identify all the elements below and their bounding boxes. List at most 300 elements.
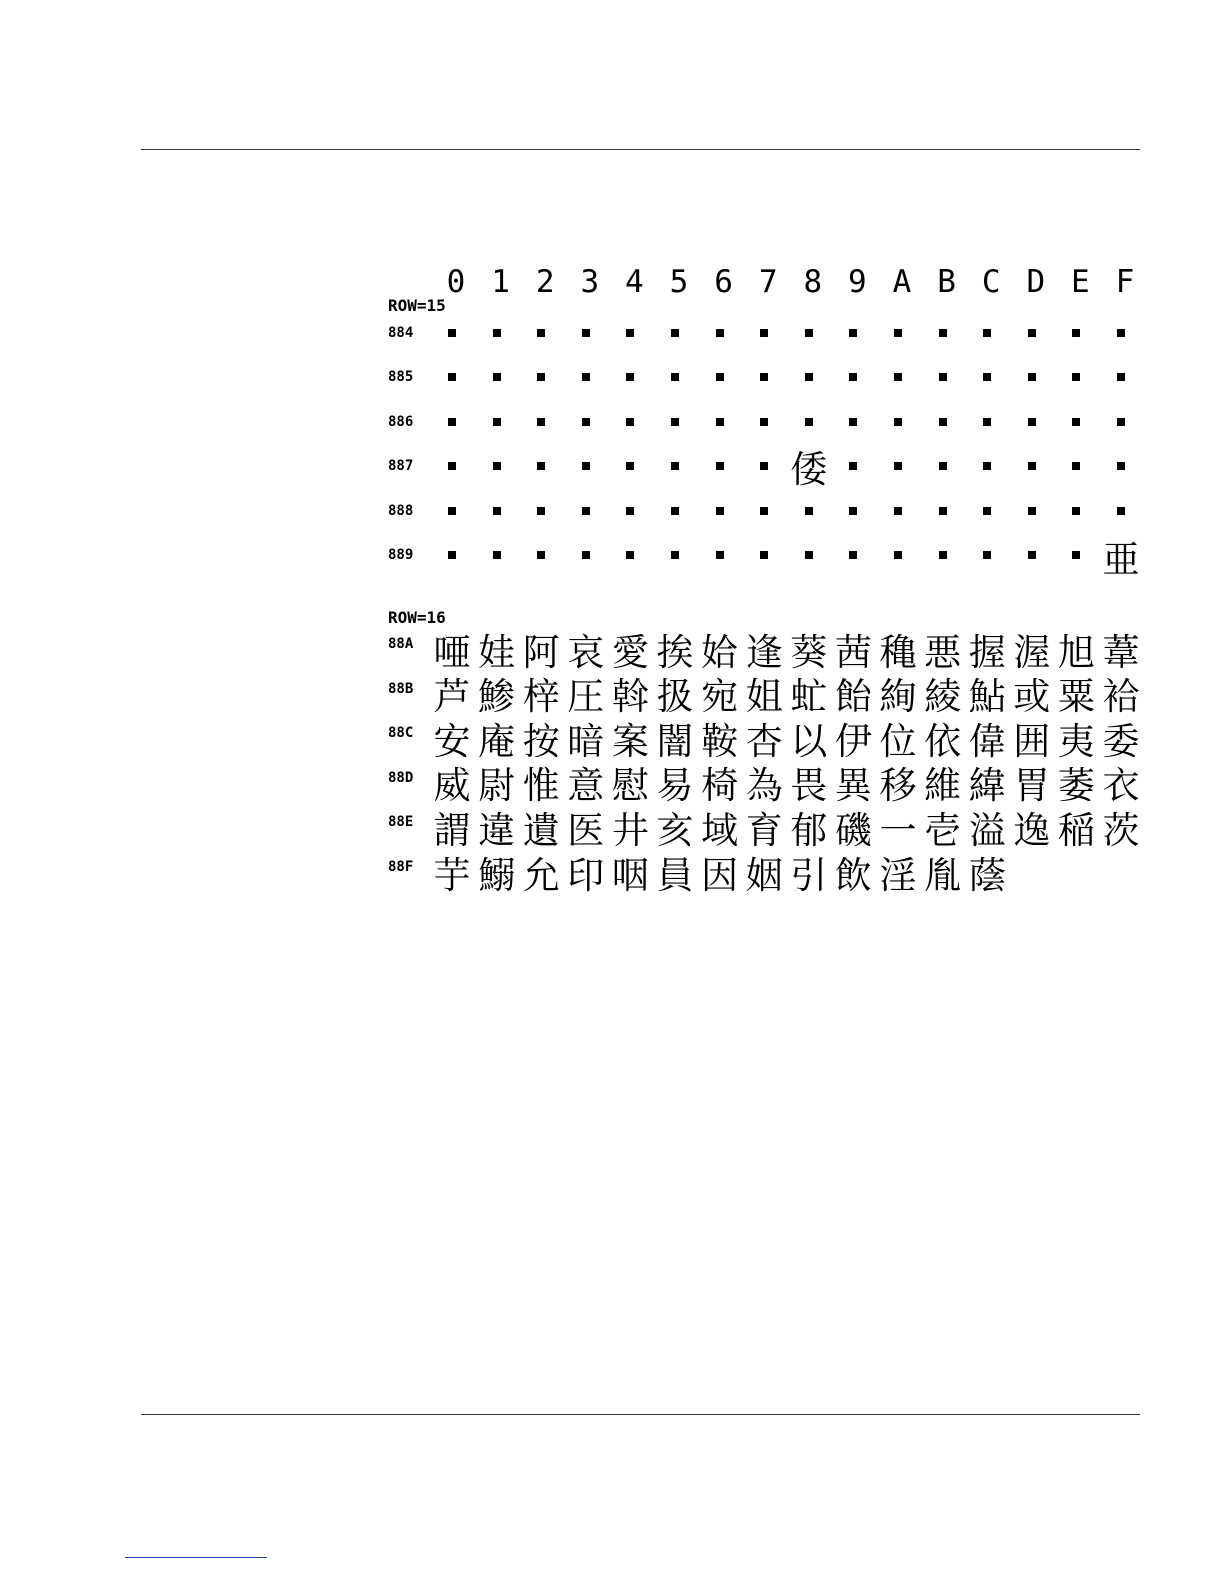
kanji-cell: 渥 xyxy=(1013,630,1051,674)
kanji-cell: 維 xyxy=(924,764,962,808)
kanji-cell: 衣 xyxy=(1102,764,1140,808)
kanji-cell: 悪 xyxy=(924,630,962,674)
unassigned-cell-marker xyxy=(430,445,474,487)
unassigned-cell-marker xyxy=(876,356,920,398)
unassigned-cell-marker xyxy=(653,312,697,354)
unassigned-cell-marker xyxy=(921,534,965,576)
unassigned-cell-marker xyxy=(653,534,697,576)
unassigned-cell-marker xyxy=(698,534,742,576)
kanji-cell: 阿 xyxy=(522,630,560,674)
square-bullet-icon xyxy=(939,418,947,426)
kanji-cell: 扱 xyxy=(656,675,694,719)
square-bullet-icon xyxy=(716,462,724,470)
square-bullet-icon xyxy=(1072,507,1080,515)
square-bullet-icon xyxy=(1117,462,1125,470)
unassigned-cell-marker xyxy=(1054,445,1098,487)
unassigned-cell-marker xyxy=(742,445,786,487)
kanji-cell: 鰯 xyxy=(478,853,516,897)
kanji-cell: 逢 xyxy=(745,630,783,674)
kanji-cell: 委 xyxy=(1102,719,1140,763)
kanji-cell: 以 xyxy=(790,719,828,763)
unassigned-cell-marker xyxy=(1054,356,1098,398)
kanji-cell: 緯 xyxy=(968,764,1006,808)
row-code-886: 886 xyxy=(388,413,414,430)
kanji-cell: 威 xyxy=(433,764,471,808)
unassigned-cell-marker xyxy=(564,445,608,487)
unassigned-cell-marker xyxy=(475,312,519,354)
square-bullet-icon xyxy=(805,418,813,426)
kanji-cell: 袷 xyxy=(1102,675,1140,719)
unassigned-cell-marker xyxy=(1099,490,1143,532)
kanji-cell: 遺 xyxy=(522,808,560,852)
square-bullet-icon xyxy=(716,418,724,426)
kanji-cell: 意 xyxy=(567,764,605,808)
kanji-cell: 員 xyxy=(656,853,694,897)
kanji-cell: 唖 xyxy=(433,630,471,674)
unassigned-cell-marker xyxy=(653,356,697,398)
column-header-c: C xyxy=(981,264,1001,300)
square-bullet-icon xyxy=(849,462,857,470)
kanji-cell: 闇 xyxy=(656,719,694,763)
square-bullet-icon xyxy=(1028,551,1036,559)
kanji-cell: 鮎 xyxy=(968,675,1006,719)
kanji-cell: 因 xyxy=(701,853,739,897)
square-bullet-icon xyxy=(671,418,679,426)
kanji-cell: 蔭 xyxy=(968,853,1006,897)
square-bullet-icon xyxy=(1117,418,1125,426)
unassigned-cell-marker xyxy=(787,534,831,576)
unassigned-cell-marker xyxy=(698,445,742,487)
unassigned-cell-marker xyxy=(831,445,875,487)
unassigned-cell-marker xyxy=(742,312,786,354)
unassigned-cell-marker xyxy=(831,534,875,576)
square-bullet-icon xyxy=(1028,507,1036,515)
unassigned-cell-marker xyxy=(519,356,563,398)
unassigned-cell-marker xyxy=(1010,445,1054,487)
kanji-cell: 飲 xyxy=(834,853,872,897)
kanji-cell: 稲 xyxy=(1057,808,1095,852)
square-bullet-icon xyxy=(760,507,768,515)
square-bullet-icon xyxy=(537,329,545,337)
unassigned-cell-marker xyxy=(965,534,1009,576)
unassigned-cell-marker xyxy=(608,534,652,576)
square-bullet-icon xyxy=(537,551,545,559)
unassigned-cell-marker xyxy=(1054,490,1098,532)
square-bullet-icon xyxy=(983,329,991,337)
kanji-cell: 粟 xyxy=(1057,675,1095,719)
unassigned-cell-marker xyxy=(698,312,742,354)
kanji-cell: 胤 xyxy=(924,853,962,897)
row16-section-label: ROW=16 xyxy=(388,608,446,627)
column-header-5: 5 xyxy=(669,264,689,300)
row-code-88D: 88D xyxy=(388,769,414,786)
unassigned-cell-marker xyxy=(430,401,474,443)
column-header-3: 3 xyxy=(580,264,600,300)
unassigned-cell-marker xyxy=(921,445,965,487)
unassigned-cell-marker xyxy=(965,356,1009,398)
square-bullet-icon xyxy=(1028,462,1036,470)
column-header-b: B xyxy=(937,264,956,300)
column-header-f: F xyxy=(1115,264,1135,300)
kanji-cell: 握 xyxy=(968,630,1006,674)
kanji-cell: 域 xyxy=(701,808,739,852)
unassigned-cell-marker xyxy=(1054,534,1098,576)
unassigned-cell-marker xyxy=(564,356,608,398)
column-header-2: 2 xyxy=(535,264,555,300)
unassigned-cell-marker xyxy=(519,401,563,443)
square-bullet-icon xyxy=(537,507,545,515)
square-bullet-icon xyxy=(493,373,501,381)
kanji-cell: 磯 xyxy=(834,808,872,852)
unassigned-cell-marker xyxy=(921,490,965,532)
unassigned-cell-marker xyxy=(831,401,875,443)
square-bullet-icon xyxy=(1072,551,1080,559)
unassigned-cell-marker xyxy=(519,490,563,532)
kanji-cell: 亥 xyxy=(656,808,694,852)
kanji-cell: 葦 xyxy=(1102,630,1140,674)
unassigned-cell-marker xyxy=(876,534,920,576)
column-header-d: D xyxy=(1026,264,1046,300)
kanji-cell: 依 xyxy=(924,719,962,763)
kanji-cell: 萎 xyxy=(1057,764,1095,808)
square-bullet-icon xyxy=(983,373,991,381)
square-bullet-icon xyxy=(939,373,947,381)
footer-rule xyxy=(141,1414,1140,1415)
row-code-889: 889 xyxy=(388,547,414,563)
unassigned-cell-marker xyxy=(430,312,474,354)
square-bullet-icon xyxy=(448,329,456,337)
unassigned-cell-marker xyxy=(1010,312,1054,354)
square-bullet-icon xyxy=(849,507,857,515)
code-cell: 倭 xyxy=(790,447,828,491)
kanji-cell: 按 xyxy=(522,719,560,763)
unassigned-cell-marker xyxy=(519,312,563,354)
unassigned-cell-marker xyxy=(921,356,965,398)
kanji-cell: 姻 xyxy=(745,853,783,897)
square-bullet-icon xyxy=(849,551,857,559)
kanji-cell: 鞍 xyxy=(701,719,739,763)
square-bullet-icon xyxy=(894,551,902,559)
unassigned-cell-marker xyxy=(653,490,697,532)
row-code-88B: 88B xyxy=(388,680,414,697)
unassigned-cell-marker xyxy=(965,490,1009,532)
square-bullet-icon xyxy=(805,329,813,337)
unassigned-cell-marker xyxy=(519,534,563,576)
kanji-cell: 胃 xyxy=(1013,764,1051,808)
kanji-cell: 鯵 xyxy=(478,675,516,719)
square-bullet-icon xyxy=(537,418,545,426)
unassigned-cell-marker xyxy=(742,401,786,443)
unassigned-cell-marker xyxy=(831,312,875,354)
unassigned-cell-marker xyxy=(742,534,786,576)
unassigned-cell-marker xyxy=(519,445,563,487)
kanji-cell: 芋 xyxy=(433,853,471,897)
kanji-cell: 杏 xyxy=(745,719,783,763)
square-bullet-icon xyxy=(894,418,902,426)
square-bullet-icon xyxy=(760,418,768,426)
unassigned-cell-marker xyxy=(475,490,519,532)
square-bullet-icon xyxy=(671,551,679,559)
square-bullet-icon xyxy=(493,507,501,515)
square-bullet-icon xyxy=(448,373,456,381)
unassigned-cell-marker xyxy=(742,490,786,532)
square-bullet-icon xyxy=(805,507,813,515)
square-bullet-icon xyxy=(671,373,679,381)
kanji-cell: 畏 xyxy=(790,764,828,808)
kanji-cell: 葵 xyxy=(790,630,828,674)
unassigned-cell-marker xyxy=(1099,356,1143,398)
unassigned-cell-marker xyxy=(742,356,786,398)
kanji-cell: 郁 xyxy=(790,808,828,852)
square-bullet-icon xyxy=(671,329,679,337)
kanji-cell: 為 xyxy=(745,764,783,808)
unassigned-cell-marker xyxy=(1099,445,1143,487)
kanji-cell: 茨 xyxy=(1102,808,1140,852)
square-bullet-icon xyxy=(805,551,813,559)
square-bullet-icon xyxy=(716,551,724,559)
square-bullet-icon xyxy=(939,551,947,559)
kanji-cell: 或 xyxy=(1013,675,1051,719)
kanji-cell: 囲 xyxy=(1013,719,1051,763)
square-bullet-icon xyxy=(493,462,501,470)
kanji-cell: 哀 xyxy=(567,630,605,674)
column-header-6: 6 xyxy=(714,264,733,300)
unassigned-cell-marker xyxy=(698,356,742,398)
row-code-88A: 88A xyxy=(388,636,414,652)
unassigned-cell-marker xyxy=(1010,401,1054,443)
kanji-cell: 尉 xyxy=(478,764,516,808)
kanji-cell: 旭 xyxy=(1057,630,1095,674)
unassigned-cell-marker xyxy=(1099,312,1143,354)
square-bullet-icon xyxy=(582,551,590,559)
unassigned-cell-marker xyxy=(475,445,519,487)
unassigned-cell-marker xyxy=(831,356,875,398)
unassigned-cell-marker xyxy=(965,445,1009,487)
kanji-cell: 一 xyxy=(879,808,917,852)
unassigned-cell-marker xyxy=(876,445,920,487)
unassigned-cell-marker xyxy=(1010,534,1054,576)
kanji-cell: 伊 xyxy=(834,719,872,763)
unassigned-cell-marker xyxy=(1099,401,1143,443)
column-header-4: 4 xyxy=(625,264,644,300)
square-bullet-icon xyxy=(805,373,813,381)
kanji-cell: 井 xyxy=(611,808,649,852)
kanji-cell: 惟 xyxy=(522,764,560,808)
kanji-cell: 印 xyxy=(567,853,605,897)
kanji-cell: 娃 xyxy=(478,630,516,674)
unassigned-cell-marker xyxy=(475,534,519,576)
header-rule xyxy=(141,149,1140,150)
kanji-cell: 異 xyxy=(834,764,872,808)
unassigned-cell-marker xyxy=(430,356,474,398)
row-code-884: 884 xyxy=(388,325,414,341)
square-bullet-icon xyxy=(626,418,634,426)
kanji-cell: 圧 xyxy=(567,675,605,719)
unassigned-cell-marker xyxy=(698,490,742,532)
kanji-cell: 夷 xyxy=(1057,719,1095,763)
square-bullet-icon xyxy=(983,462,991,470)
unassigned-cell-marker xyxy=(608,401,652,443)
kanji-cell: 違 xyxy=(478,808,516,852)
footer-link-underline xyxy=(125,1557,267,1558)
column-header-e: E xyxy=(1071,264,1090,300)
unassigned-cell-marker xyxy=(787,356,831,398)
kanji-cell: 穐 xyxy=(879,630,917,674)
unassigned-cell-marker xyxy=(787,490,831,532)
square-bullet-icon xyxy=(626,462,634,470)
unassigned-cell-marker xyxy=(608,445,652,487)
square-bullet-icon xyxy=(894,329,902,337)
square-bullet-icon xyxy=(760,462,768,470)
kanji-cell: 壱 xyxy=(924,808,962,852)
unassigned-cell-marker xyxy=(698,401,742,443)
unassigned-cell-marker xyxy=(475,401,519,443)
unassigned-cell-marker xyxy=(831,490,875,532)
square-bullet-icon xyxy=(537,462,545,470)
unassigned-cell-marker xyxy=(965,312,1009,354)
square-bullet-icon xyxy=(626,551,634,559)
kanji-cell: 医 xyxy=(567,808,605,852)
square-bullet-icon xyxy=(983,507,991,515)
square-bullet-icon xyxy=(760,373,768,381)
column-header-8: 8 xyxy=(803,264,823,300)
code-cell: 亜 xyxy=(1102,537,1140,581)
unassigned-cell-marker xyxy=(1054,312,1098,354)
kanji-cell: 咽 xyxy=(611,853,649,897)
kanji-cell: 綾 xyxy=(924,675,962,719)
square-bullet-icon xyxy=(849,373,857,381)
row-code-885: 885 xyxy=(388,369,414,386)
square-bullet-icon xyxy=(1072,373,1080,381)
kanji-cell: 逸 xyxy=(1013,808,1051,852)
kanji-cell: 茜 xyxy=(834,630,872,674)
kanji-cell: 姐 xyxy=(745,675,783,719)
square-bullet-icon xyxy=(448,462,456,470)
kanji-cell: 允 xyxy=(522,853,560,897)
unassigned-cell-marker xyxy=(921,312,965,354)
square-bullet-icon xyxy=(939,462,947,470)
square-bullet-icon xyxy=(1117,373,1125,381)
square-bullet-icon xyxy=(1028,329,1036,337)
unassigned-cell-marker xyxy=(653,401,697,443)
square-bullet-icon xyxy=(716,329,724,337)
square-bullet-icon xyxy=(582,373,590,381)
row-code-88F: 88F xyxy=(388,859,414,875)
square-bullet-icon xyxy=(939,329,947,337)
column-header-9: 9 xyxy=(848,264,867,300)
square-bullet-icon xyxy=(582,507,590,515)
unassigned-cell-marker xyxy=(564,490,608,532)
column-header-a: A xyxy=(892,264,912,300)
unassigned-cell-marker xyxy=(608,356,652,398)
unassigned-cell-marker xyxy=(787,312,831,354)
square-bullet-icon xyxy=(1072,462,1080,470)
square-bullet-icon xyxy=(448,418,456,426)
kanji-cell: 慰 xyxy=(611,764,649,808)
unassigned-cell-marker xyxy=(787,401,831,443)
kanji-cell: 椅 xyxy=(701,764,739,808)
kanji-cell: 絢 xyxy=(879,675,917,719)
unassigned-cell-marker xyxy=(1010,356,1054,398)
kanji-cell: 斡 xyxy=(611,675,649,719)
unassigned-cell-marker xyxy=(608,312,652,354)
square-bullet-icon xyxy=(983,418,991,426)
square-bullet-icon xyxy=(493,551,501,559)
column-header-1: 1 xyxy=(491,264,510,300)
square-bullet-icon xyxy=(1028,418,1036,426)
square-bullet-icon xyxy=(894,373,902,381)
square-bullet-icon xyxy=(1072,418,1080,426)
kanji-cell: 安 xyxy=(433,719,471,763)
square-bullet-icon xyxy=(582,329,590,337)
kanji-cell: 溢 xyxy=(968,808,1006,852)
unassigned-cell-marker xyxy=(921,401,965,443)
square-bullet-icon xyxy=(626,373,634,381)
row15-section-label: ROW=15 xyxy=(388,296,446,315)
square-bullet-icon xyxy=(671,507,679,515)
unassigned-cell-marker xyxy=(965,401,1009,443)
square-bullet-icon xyxy=(716,507,724,515)
kanji-cell: 姶 xyxy=(701,630,739,674)
kanji-cell: 愛 xyxy=(611,630,649,674)
row-code-88C: 88C xyxy=(388,725,414,742)
unassigned-cell-marker xyxy=(876,401,920,443)
square-bullet-icon xyxy=(894,462,902,470)
kanji-cell: 移 xyxy=(879,764,917,808)
square-bullet-icon xyxy=(849,329,857,337)
kanji-cell: 虻 xyxy=(790,675,828,719)
kanji-cell: 飴 xyxy=(834,675,872,719)
unassigned-cell-marker xyxy=(564,401,608,443)
square-bullet-icon xyxy=(493,329,501,337)
row-code-888: 888 xyxy=(388,502,414,519)
kanji-cell: 暗 xyxy=(567,719,605,763)
row-code-88E: 88E xyxy=(388,814,414,831)
kanji-cell: 引 xyxy=(790,853,828,897)
square-bullet-icon xyxy=(537,373,545,381)
unassigned-cell-marker xyxy=(430,534,474,576)
kanji-cell: 挨 xyxy=(656,630,694,674)
square-bullet-icon xyxy=(760,551,768,559)
square-bullet-icon xyxy=(939,507,947,515)
unassigned-cell-marker xyxy=(564,534,608,576)
square-bullet-icon xyxy=(760,329,768,337)
column-header-7: 7 xyxy=(758,264,778,300)
kanji-cell: 位 xyxy=(879,719,917,763)
column-header-0: 0 xyxy=(446,264,466,300)
unassigned-cell-marker xyxy=(876,312,920,354)
square-bullet-icon xyxy=(716,373,724,381)
square-bullet-icon xyxy=(1117,507,1125,515)
kanji-cell: 謂 xyxy=(433,808,471,852)
kanji-cell: 易 xyxy=(656,764,694,808)
unassigned-cell-marker xyxy=(430,490,474,532)
kanji-cell: 偉 xyxy=(968,719,1006,763)
square-bullet-icon xyxy=(448,507,456,515)
kanji-cell: 宛 xyxy=(701,675,739,719)
square-bullet-icon xyxy=(894,507,902,515)
square-bullet-icon xyxy=(983,551,991,559)
unassigned-cell-marker xyxy=(653,445,697,487)
square-bullet-icon xyxy=(448,551,456,559)
unassigned-cell-marker xyxy=(608,490,652,532)
character-code-chart xyxy=(386,262,1146,902)
unassigned-cell-marker xyxy=(1010,490,1054,532)
square-bullet-icon xyxy=(849,418,857,426)
square-bullet-icon xyxy=(671,462,679,470)
square-bullet-icon xyxy=(493,418,501,426)
kanji-cell: 淫 xyxy=(879,853,917,897)
